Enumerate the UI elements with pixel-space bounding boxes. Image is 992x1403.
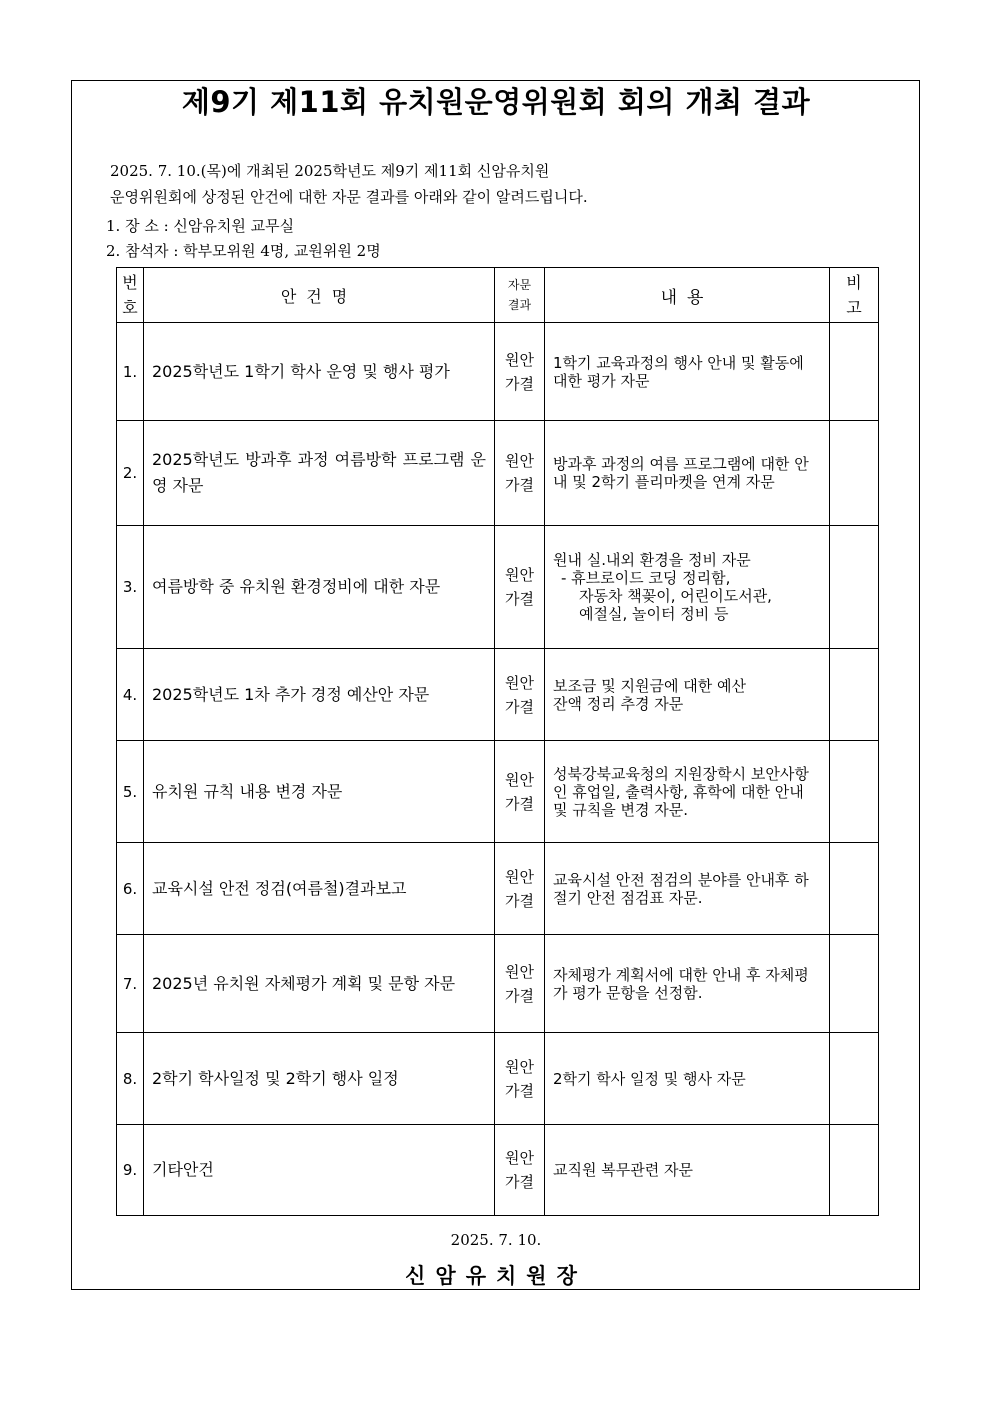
table-row [117, 1125, 879, 1216]
intro-line-2: 운영위원회에 상정된 안건에 대한 자문 결과를 아래와 같이 알려드립니다. [110, 188, 588, 206]
row-note [830, 843, 879, 935]
row-result [495, 1033, 545, 1125]
header-note [830, 268, 879, 323]
meeting-place: 1. 장 소 : 신암유치원 교무실 [106, 217, 295, 235]
row-content-line: 잔액 정리 추경 자문 [553, 694, 684, 713]
row-result [495, 526, 545, 649]
table-row [117, 421, 879, 526]
row-content [545, 421, 830, 526]
row-content [545, 935, 830, 1033]
header-content: 내용 [545, 268, 830, 323]
row-result-bottom: 가결 [505, 891, 534, 910]
row-content [545, 323, 830, 421]
row-result-bottom: 가결 [505, 590, 534, 608]
row-content-line: 1학기 교육과정의 행사 안내 및 활동에 대한 평가 자문 [553, 353, 804, 390]
intro-line-1: 2025. 7. 10.(목)에 개최된 2025학년도 제9기 제11회 신암유치원 [110, 162, 550, 180]
row-result-top: 원안 [505, 1057, 534, 1076]
row-content [545, 741, 830, 843]
row-result-bottom: 가결 [505, 476, 534, 494]
document-date: 2025. 7. 10. [450, 1231, 542, 1249]
table-row [117, 1033, 879, 1125]
row-content-line: 성북강북교육청의 지원장학시 보안사항인 휴업일, 출력사항, 휴학에 대한 안내 및 규칙을 변경 자문. [553, 764, 809, 819]
row-agenda: 여름방학 중 유치원 환경정비에 대한 자문 [144, 526, 495, 649]
row-note [830, 741, 879, 843]
row-content-line: 교육시설 안전 점검의 분야를 안내후 하절기 안전 점검표 자문. [553, 870, 809, 907]
row-content [545, 1125, 830, 1216]
row-result-bottom: 가결 [505, 374, 534, 393]
row-result-top: 원안 [505, 566, 534, 584]
row-result-top: 원안 [505, 962, 534, 981]
row-content-line: 보조금 및 지원금에 대한 예산 [553, 676, 746, 695]
header-number [117, 268, 144, 323]
row-result-top: 원안 [505, 350, 534, 369]
row-agenda: 유치원 규칙 내용 변경 자문 [144, 741, 495, 843]
row-result-bottom: 가결 [505, 1173, 534, 1191]
table-row [117, 935, 879, 1033]
row-note [830, 649, 879, 741]
row-result-bottom: 가결 [505, 986, 534, 1005]
row-number: 2. [117, 421, 144, 526]
row-result [495, 935, 545, 1033]
table-header-row [117, 268, 879, 323]
row-note [830, 1033, 879, 1125]
table-row [117, 843, 879, 935]
row-content [545, 1033, 830, 1125]
row-content-line: 자체평가 계획서에 대한 안내 후 자체평가 평가 문항을 선정함. [553, 965, 809, 1002]
row-result [495, 843, 545, 935]
row-result [495, 649, 545, 741]
row-note [830, 935, 879, 1033]
row-content-line: 원내 실.내외 환경을 정비 자문 [553, 551, 751, 569]
row-content-line: 예절실, 놀이터 정비 등 [579, 605, 729, 623]
header-number-bottom: 호 [122, 298, 138, 317]
row-note [830, 1125, 879, 1216]
row-content [545, 649, 830, 741]
row-result [495, 741, 545, 843]
row-number: 3. [117, 526, 144, 649]
row-agenda: 교육시설 안전 정검(여름철)결과보고 [144, 843, 495, 935]
row-agenda: 2025학년도 1차 추가 경정 예산안 자문 [144, 649, 495, 741]
header-number-top: 번 [122, 273, 138, 292]
header-agenda: 안건명 [144, 268, 495, 323]
row-content-line: 자동차 책꽂이, 어린이도서관, [579, 587, 772, 605]
table-row [117, 741, 879, 843]
row-content-line: 교직원 복무관련 자문 [553, 1161, 693, 1179]
row-agenda: 2학기 학사일정 및 2학기 행사 일정 [144, 1033, 495, 1125]
header-result-bottom: 결과 [507, 298, 532, 312]
row-agenda: 2025학년도 1학기 학사 운영 및 행사 평가 [144, 323, 495, 421]
row-result [495, 1125, 545, 1216]
row-result-top: 원안 [505, 867, 534, 886]
row-agenda: 기타안건 [144, 1125, 495, 1216]
row-content-line: 2학기 학사 일정 및 행사 자문 [553, 1069, 746, 1088]
row-note [830, 421, 879, 526]
row-result-top: 원안 [505, 1149, 534, 1167]
row-number: 4. [117, 649, 144, 741]
row-number: 5. [117, 741, 144, 843]
header-result-top: 자문 [507, 278, 532, 292]
row-content-line: 방과후 과정의 여름 프로그램에 대한 안내 및 2학기 플리마켓을 연계 자문 [553, 455, 809, 491]
table-row [117, 649, 879, 741]
row-result-top: 원안 [505, 452, 534, 470]
row-agenda: 2025년 유치원 자체평가 계획 및 문항 자문 [144, 935, 495, 1033]
row-result-bottom: 가결 [505, 1081, 534, 1100]
row-note [830, 526, 879, 649]
header-note-bottom: 고 [846, 298, 862, 317]
row-result-bottom: 가결 [505, 697, 534, 716]
row-result-top: 원안 [505, 673, 534, 692]
header-result [495, 268, 545, 323]
row-number: 9. [117, 1125, 144, 1216]
row-agenda: 2025학년도 방과후 과정 여름방학 프로그램 운영 자문 [144, 421, 495, 526]
row-number: 6. [117, 843, 144, 935]
row-number: 1. [117, 323, 144, 421]
row-result [495, 421, 545, 526]
row-content [545, 843, 830, 935]
row-content [545, 526, 830, 649]
table-row [117, 526, 879, 649]
row-result-top: 원안 [505, 770, 534, 789]
row-result [495, 323, 545, 421]
header-note-top: 비 [846, 273, 862, 292]
row-content-line: - 휴브로이드 코딩 정리함, [561, 569, 731, 587]
agenda-table [116, 267, 879, 1216]
document-title: 제9기 제11회 유치원운영위원회 회의 개최 결과 [181, 85, 811, 119]
row-number: 8. [117, 1033, 144, 1125]
row-number: 7. [117, 935, 144, 1033]
attendees: 2. 참석자 : 학부모위원 4명, 교원위원 2명 [106, 242, 381, 260]
row-result-bottom: 가결 [505, 794, 534, 813]
table-row [117, 323, 879, 421]
row-note [830, 323, 879, 421]
signature: 신암유치원장 [405, 1264, 587, 1288]
